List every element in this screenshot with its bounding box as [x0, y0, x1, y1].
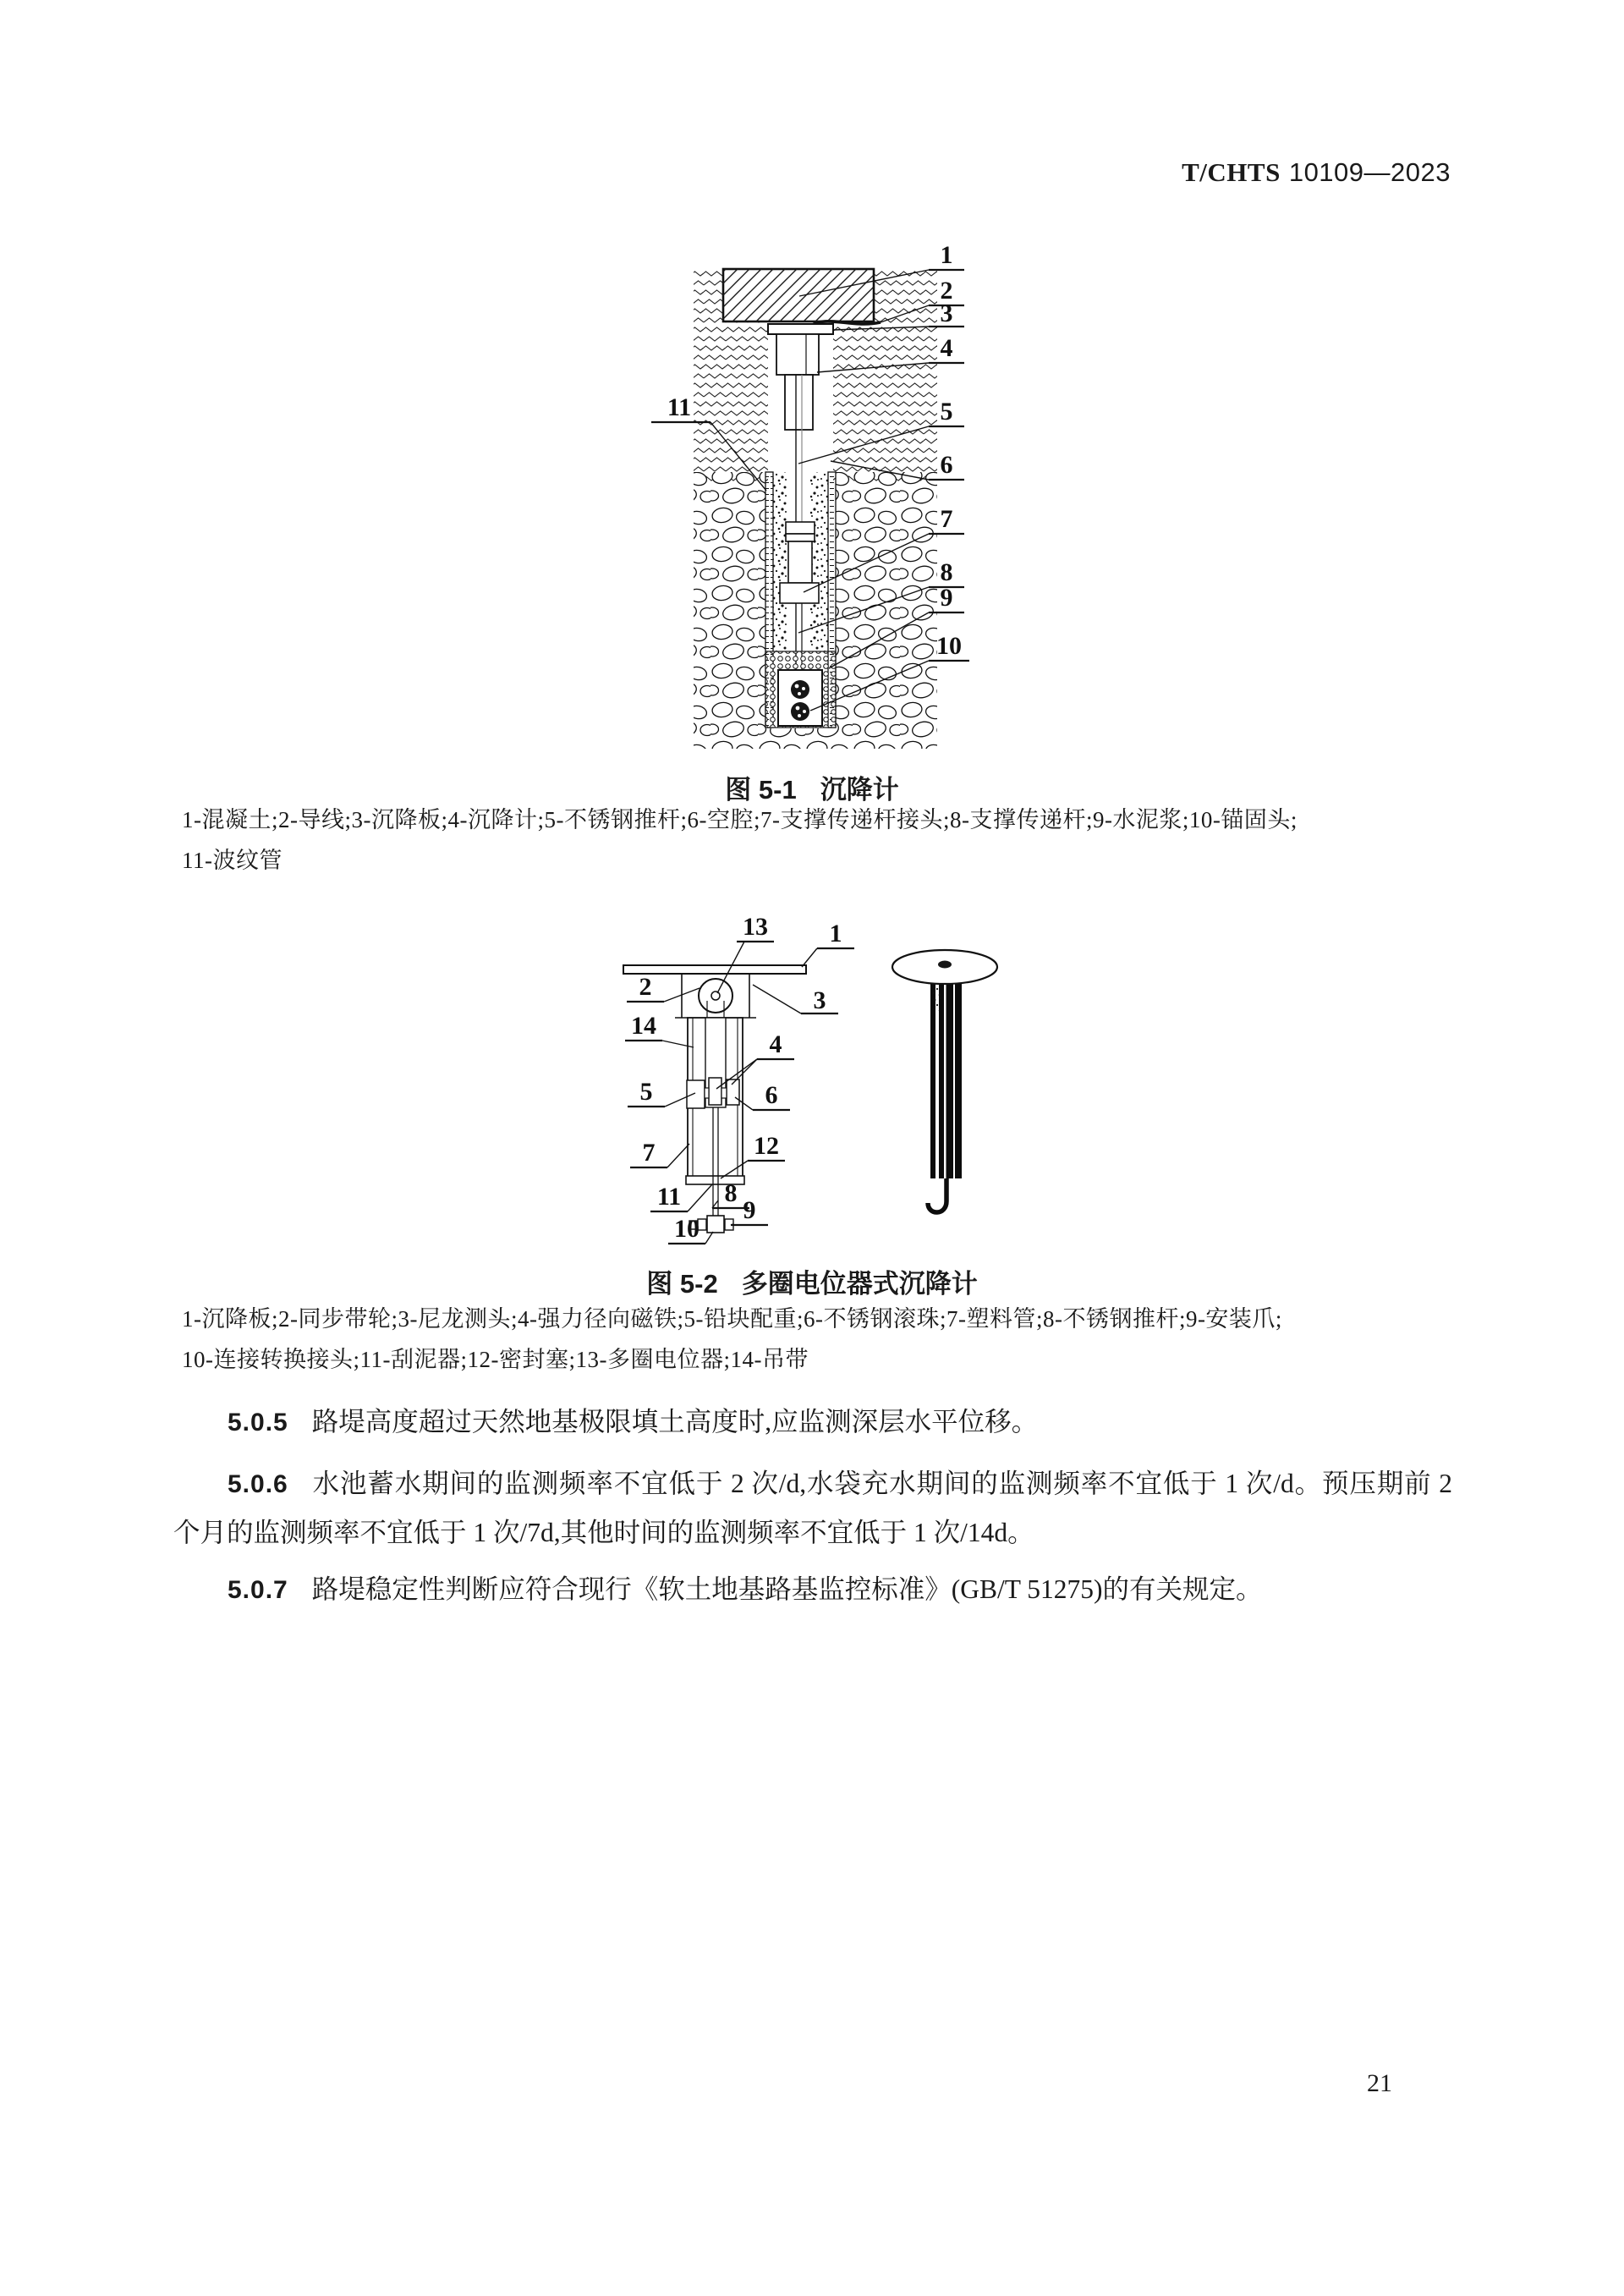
figure-5-1-caption — [173, 768, 1451, 806]
section-5-0-6-number: 5.0.6 — [228, 1470, 288, 1498]
fig1-label-9: 9 — [940, 584, 953, 612]
section-5-0-7-text: 路堤稳定性判断应符合现行《软土地基路基监控标准》(GB/T 51275)的有关规定。 — [311, 1574, 1263, 1604]
standard-prefix: T/CHTS — [1182, 157, 1281, 187]
fig1-gravel-right — [836, 472, 937, 749]
fig2-label-10: 10 — [674, 1215, 700, 1243]
figure-5-1-legend-line1: 1-混凝土;2-导线;3-沉降板;4-沉降计;5-不锈钢推杆;6-空腔;7-支撑传递杆接头;8-支撑传递杆;9-水泥浆;10-锚固头; — [182, 807, 1298, 832]
figure-5-2-caption-label: 图 5-2 — [646, 1269, 718, 1299]
section-5-0-5 — [173, 1398, 1452, 1447]
fig2-label-13: 13 — [743, 918, 768, 941]
fig2-label-11: 11 — [656, 1183, 682, 1211]
figure-5-1-caption-label: 图 5-1 — [725, 775, 797, 805]
fig2-label-8: 8 — [724, 1179, 738, 1207]
standard-number: 10109—2023 — [1288, 157, 1451, 187]
fig1-anchor-head — [778, 670, 822, 726]
fig2-label-5: 5 — [639, 1078, 653, 1106]
fig2-label-14: 14 — [631, 1012, 656, 1040]
fig1-label-7: 7 — [940, 505, 953, 533]
figure-5-2-caption — [173, 1262, 1451, 1300]
fig2-label-4: 4 — [769, 1030, 782, 1058]
fig1-label-2: 2 — [940, 277, 953, 305]
section-5-0-6 — [173, 1459, 1452, 1557]
fig2-label-1: 1 — [829, 920, 842, 948]
doc-number-header — [1182, 157, 1451, 188]
figure-5-2-caption-title: 多圈电位器式沉降计 — [741, 1269, 978, 1299]
fig1-gravel-left — [694, 472, 765, 749]
fig1-label-11: 11 — [667, 393, 692, 421]
figure-5-2-legend-line2: 10-连接转换接头;11-刮泥器;12-密封塞;13-多圈电位器;14-吊带 — [182, 1347, 809, 1372]
fig1-label-5: 5 — [940, 398, 953, 426]
section-5-0-7-number: 5.0.7 — [228, 1576, 288, 1604]
figure-5-1-caption-title: 沉降计 — [820, 775, 899, 805]
fig1-label-6: 6 — [940, 451, 953, 479]
fig1-label-4: 4 — [940, 334, 953, 362]
fig1-label-3: 3 — [940, 299, 953, 327]
fig2-label-12: 12 — [754, 1132, 779, 1160]
fig1-label-1: 1 — [940, 241, 953, 269]
fig2-push-rod — [713, 1107, 718, 1216]
figure-5-1-legend-line2: 11-波纹管 — [182, 848, 283, 873]
fig2-label-2: 2 — [639, 973, 652, 1001]
fig2-label-7: 7 — [642, 1139, 656, 1167]
section-5-0-5-number: 5.0.5 — [228, 1409, 288, 1436]
fig2-label-9: 9 — [743, 1196, 756, 1224]
fig1-label-10: 10 — [936, 632, 962, 660]
fig2-probe-photo — [892, 950, 997, 1212]
fig2-label-6: 6 — [765, 1081, 778, 1109]
fig1-rod-sleeve — [785, 375, 813, 430]
fig1-settlement-plate — [768, 324, 833, 334]
fig1-gravel-bottom — [765, 728, 836, 749]
fig2-label-3: 3 — [813, 986, 826, 1014]
figure-5-2-diagram — [609, 918, 1015, 1256]
page-number: 21 — [1367, 2069, 1392, 2097]
section-5-0-5-text: 路堤高度超过天然地基极限填土高度时,应监测深层水平位移。 — [311, 1407, 1039, 1436]
figure-5-2-legend-line1: 1-沉降板;2-同步带轮;3-尼龙测头;4-强力径向磁铁;5-铅块配重;6-不锈钢滚珠;7-塑料管;8-不锈钢推杆;9-安装爪; — [182, 1306, 1282, 1332]
fig1-concrete-block — [723, 269, 874, 321]
section-5-0-6-text: 水池蓄水期间的监测频率不宜低于 2 次/d,水袋充水期间的监测频率不宜低于 1 次/d。预压期前 2 个月的监测频率不宜低于 1 次/7d,其他时间的监测频率不宜低于 1 次/14d。 — [173, 1469, 1452, 1547]
figure-5-1-diagram — [643, 239, 1049, 760]
fig1-label-8: 8 — [940, 558, 953, 586]
fig1-settlement-gauge — [776, 334, 819, 375]
section-5-0-7 — [173, 1565, 1452, 1614]
